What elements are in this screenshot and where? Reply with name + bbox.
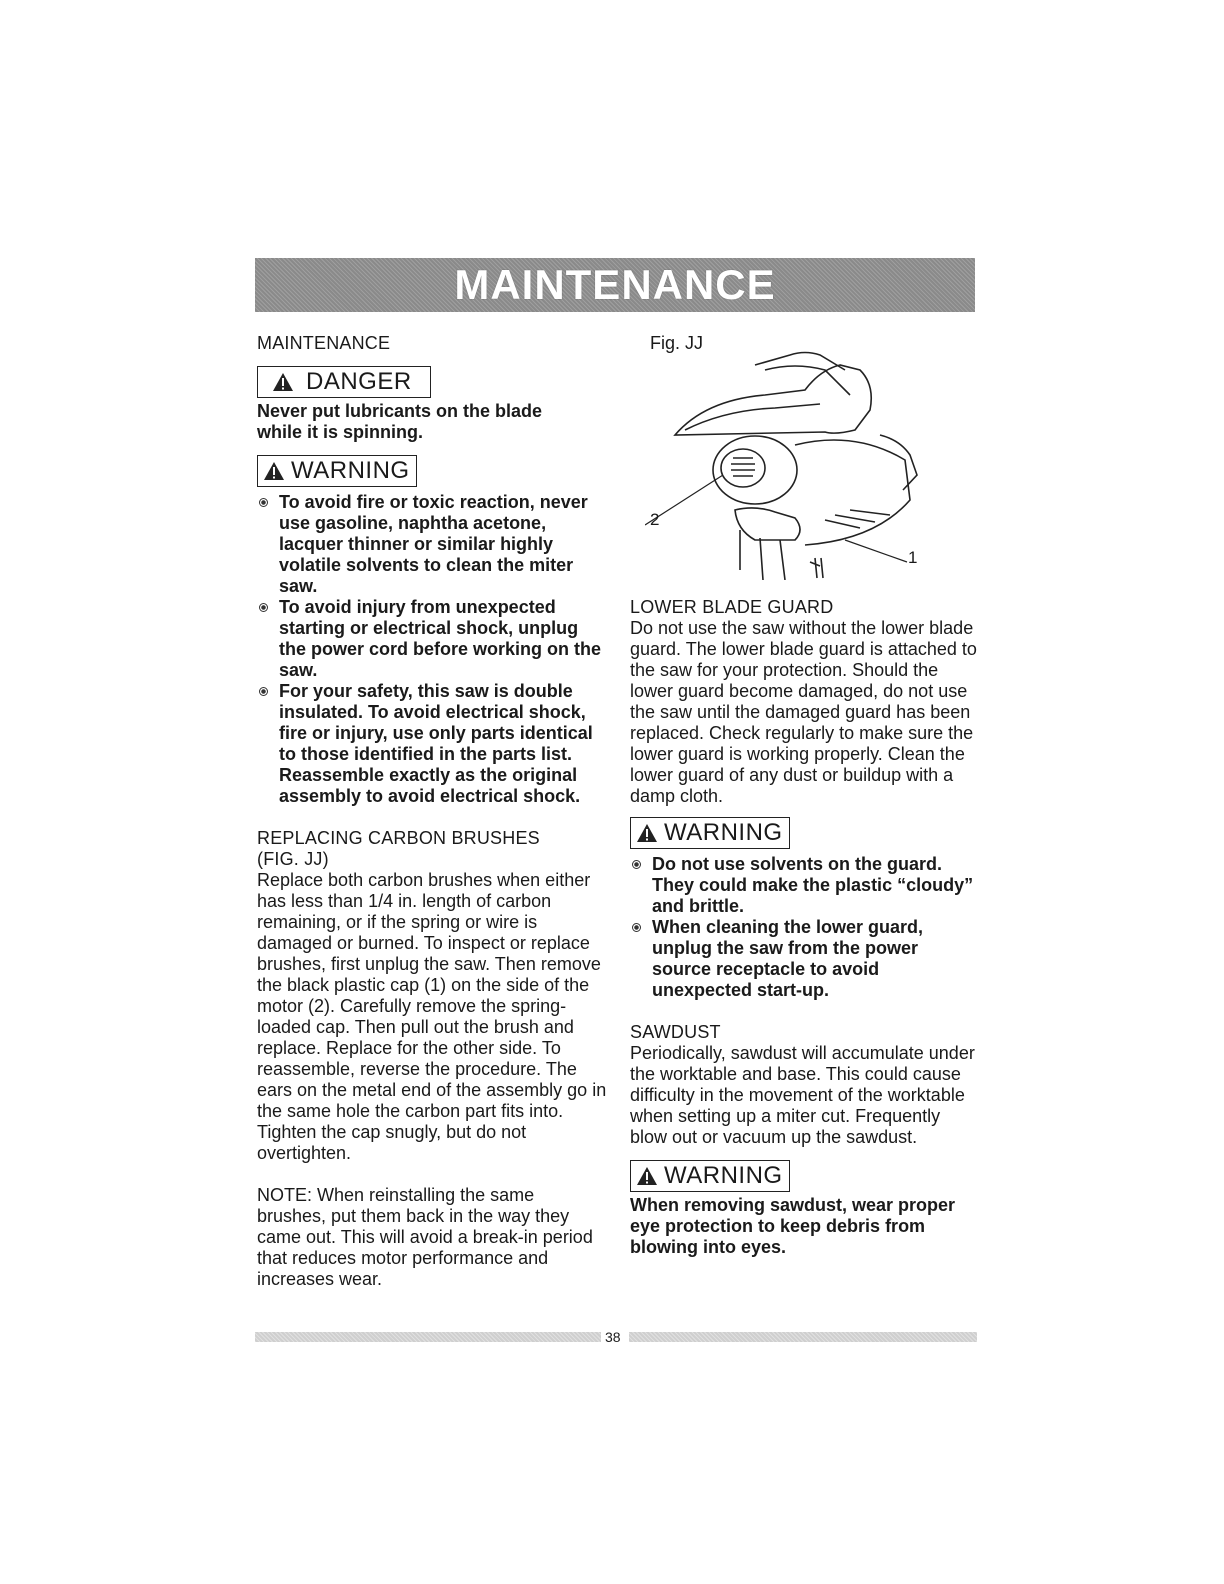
page-number: 38	[605, 1329, 621, 1345]
callout-1: 1	[908, 548, 918, 567]
warning-label: WARNING	[664, 819, 783, 846]
list-item: To avoid injury from unexpected starting or electrical shock, unplug the power cord before working on the saw.	[257, 597, 607, 681]
brushes-text: Replace both carbon brushes when either has less than 1/4 in. length of carbon remaining, or if the spring or wire is damaged or burned. To inspect or replace brushes, first unplug the saw. Then remove the black plastic cap (1) on the side of the motor (2). Carefully remove the spring-loaded cap. Then pull out the brush and replace. Replace for the other side. To reassemble, reverse the procedure. The ears on the metal end of the assembly go in the same hole the carbon part fits into. Tighten the cap snugly, but do not overtighten.	[257, 870, 607, 1163]
danger-callout	[257, 366, 607, 398]
list-item: To avoid fire or toxic reaction, never use gasoline, naphtha acetone, lacquer thinner or similar highly volatile solvents to clean the miter saw.	[257, 492, 607, 597]
brushes-title: REPLACING CARBON BRUSHES	[257, 828, 540, 848]
bullet-icon	[632, 923, 641, 932]
danger-label: DANGER	[306, 368, 412, 395]
warning-label: WARNING	[291, 457, 410, 484]
sawdust-title: SAWDUST	[630, 1022, 721, 1042]
bullet-icon	[259, 498, 268, 507]
warning-label: WARNING	[664, 1162, 783, 1189]
list-item: When cleaning the lower guard, unplug the saw from the power source receptacle to avoid unexpected start-up.	[630, 917, 980, 1001]
danger-text: Never put lubricants on the blade while it is spinning.	[257, 401, 543, 442]
list-item: For your safety, this saw is double insulated. To avoid electrical shock, fire or injury, use only parts identical to those identified in the parts list. Reassemble exactly as the original assembly to avoid electrical shock.	[257, 681, 607, 807]
page-footer	[255, 1329, 977, 1345]
note-text: When reinstalling the same brushes, put them back in the way they came out. This will avoid a break-in period that reduces motor performance and increases wear.	[257, 1185, 593, 1289]
brushes-subtitle: (FIG. JJ)	[257, 849, 329, 869]
guard-text: Do not use the saw without the lower blade guard. The lower blade guard is attached to the saw for your protection. Should the lower guard become damaged, do not use the saw until the damaged guard has been replaced. Check regularly to make sure the lower guard is working properly. Clean the lower guard of any dust or buildup with a damp cloth.	[630, 618, 977, 806]
note-label: NOTE:	[257, 1185, 313, 1205]
note-paragraph	[257, 1185, 607, 1290]
warning-list	[257, 492, 607, 807]
list-item: Do not use solvents on the guard. They could make the plastic “cloudy” and brittle.	[630, 854, 980, 917]
warning-text: When removing sawdust, wear proper eye protection to keep debris from blowing into eyes.	[630, 1195, 956, 1257]
bullet-icon	[259, 687, 268, 696]
bullet-icon	[259, 603, 268, 612]
warning-list	[630, 854, 980, 1001]
danger-label-box	[257, 366, 431, 398]
bullet-icon	[632, 860, 641, 869]
warning-triangle-icon	[636, 823, 658, 843]
sawdust-text: Periodically, sawdust will accumulate under the worktable and base. This could cause difficulty in the movement of the worktable when setting up a miter cut. Frequently blow out or vacuum up the sawdust.	[630, 1043, 975, 1147]
figure-label: Fig. JJ	[650, 333, 704, 353]
footer-bar-left	[255, 1332, 601, 1342]
warning-label-box	[257, 455, 417, 487]
warning-label-box	[630, 817, 790, 849]
page-title: MAINTENANCE	[454, 261, 776, 308]
page-banner	[255, 258, 975, 312]
warning-triangle-icon	[636, 1166, 658, 1186]
guard-title: LOWER BLADE GUARD	[630, 597, 834, 617]
footer-bar-right	[629, 1332, 977, 1342]
warning-callout	[630, 1160, 980, 1192]
warning-triangle-icon	[263, 461, 285, 481]
warning-triangle-icon	[272, 372, 294, 392]
brushes-section	[257, 828, 607, 1164]
right-column	[630, 597, 980, 1258]
warning-callout	[630, 817, 980, 849]
warning-callout	[257, 455, 607, 487]
section-title: MAINTENANCE	[257, 333, 391, 353]
warning-label-box	[630, 1160, 790, 1192]
callout-2: 2	[650, 510, 660, 529]
miter-saw-illustration	[645, 340, 945, 580]
left-column	[257, 333, 607, 1290]
sawdust-section	[630, 1022, 980, 1148]
